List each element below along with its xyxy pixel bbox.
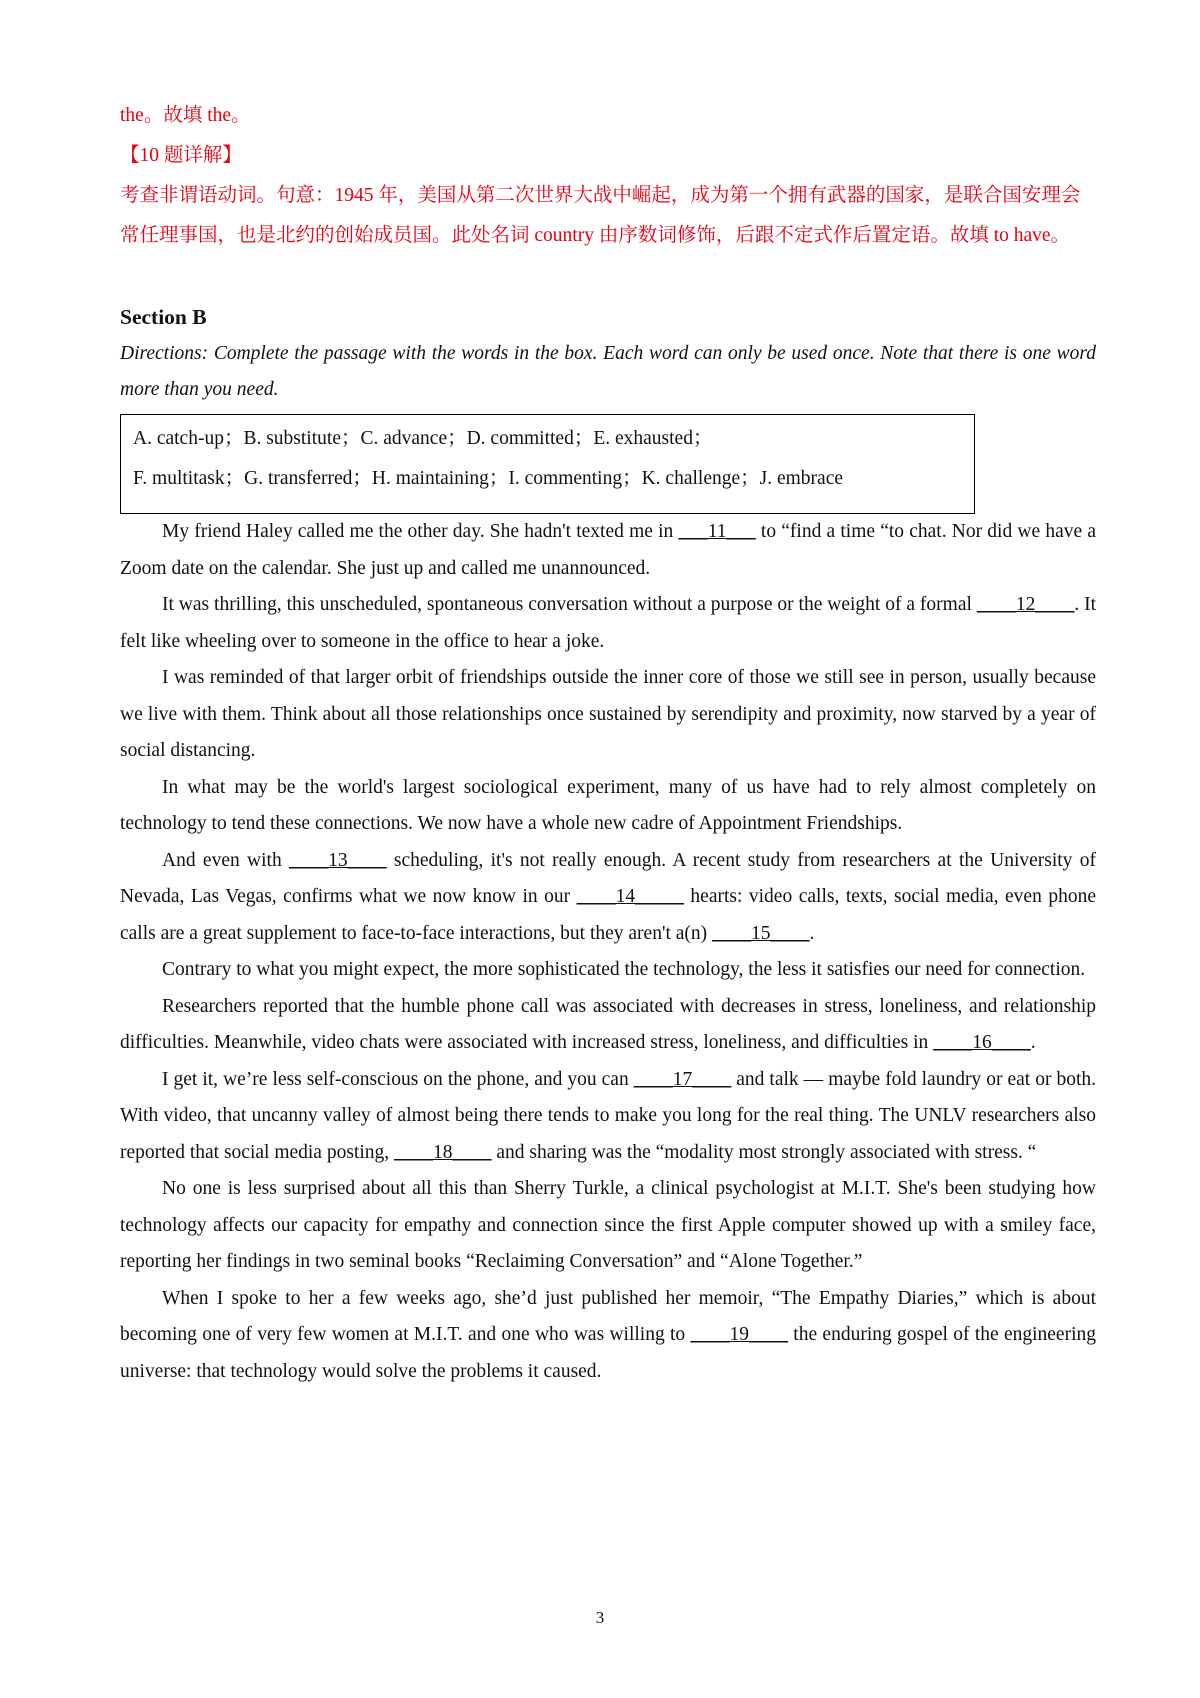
paragraph: [120, 1062, 1096, 1172]
paragraph: [120, 1281, 1096, 1391]
blank-11: ___11___: [678, 521, 756, 542]
directions: Directions: Complete the passage with the words in the box. Each word can only be used once. Note that there is one word more than you need.: [120, 343, 1096, 400]
text: When I spoke to her a few weeks ago, she’d just published her memoir, “The Empathy Diaries,” which is about becoming one of very few women at M.I.T. and one who was willing to: [120, 1287, 1096, 1345]
section-title: Section B: [120, 305, 207, 329]
paragraph: [120, 587, 1096, 660]
question-10-heading: 【10 题详解】: [120, 145, 242, 166]
text: And even with: [162, 849, 290, 871]
paragraph: Contrary to what you might expect, the more sophisticated the technology, the less it satisfies our need for connection.: [162, 959, 1086, 980]
word-box: [120, 414, 975, 514]
passage: [120, 514, 1096, 1390]
text: to “find a time “to chat. Nor did we have a Zoom date on the calendar. She just up and called me unannounced.: [120, 521, 1096, 579]
answer-line-9: the。故填 the。: [120, 105, 251, 126]
text: It was thrilling, this unscheduled, spontaneous conversation without a purpose or the weight of a formal: [162, 594, 977, 615]
page-number: 3: [595, 1608, 605, 1627]
text: the enduring gospel of the engineering universe: that technology would solve the problems it caused.: [120, 1324, 1096, 1382]
text: and talk — maybe fold laundry or eat or both. With video, that uncanny valley of almost being there tends to make you long for the real thing. The UNLV researchers also reported that social media posting,: [120, 1068, 1097, 1163]
text: hearts: video calls, texts, social media, even phone calls are a great supplement to face-to-face interactions, but they aren't a(n): [120, 886, 1096, 944]
text: .: [1030, 1032, 1036, 1053]
blank-12: ____12____: [976, 594, 1075, 615]
paragraph: [120, 843, 1096, 953]
paragraph: I was reminded of that larger orbit of friendships outside the inner core of those we still see in person, usually because we live with them. Think about all those relationships once sustained by serendipity and proximity, now starved by a year of social distancing.: [120, 667, 1096, 761]
text: I get it, we’re less self-conscious on the phone, and you can: [162, 1068, 634, 1090]
text: and sharing was the “modality most strongly associated with stress. “: [491, 1141, 1037, 1163]
blank-15: ____15____: [712, 922, 810, 944]
paragraph: No one is less surprised about all this than Sherry Turkle, a clinical psychologist at M.I.T. She's been studying how technology affects our capacity for empathy and connection since the first Apple computer showed up with a smiley face, reporting her findings in two seminal books “Reclaiming Conversation” and “Alone Together.”: [120, 1178, 1096, 1272]
paragraph: [120, 514, 1096, 587]
text: My friend Haley called me the other day. She hadn't texted me in: [162, 521, 679, 542]
text: scheduling, it's not really enough. A recent study from researchers at the University of Nevada, Las Vegas, confirms what we now know in our: [120, 849, 1097, 907]
paragraph: In what may be the world's largest sociological experiment, many of us have had to rely almost completely on technology to tend these connections. We now have a whole new cadre of Appointment Friendships.: [120, 776, 1096, 834]
blank-19: ____19____: [690, 1324, 788, 1345]
blank-17: ____17____: [633, 1068, 732, 1090]
answer-notes: [120, 96, 1096, 256]
paragraph: [120, 989, 1096, 1062]
text: . It felt like wheeling over to someone in the office to hear a joke.: [120, 594, 1096, 652]
blank-18: ____18____: [394, 1141, 492, 1163]
text: Researchers reported that the humble phone call was associated with decreases in stress, loneliness, and relationship difficulties. Meanwhile, video chats were associated with increased stress, loneliness, and difficulties in: [120, 995, 1096, 1053]
word-box-line-2: F. multitask；G. transferred；H. maintaining；I. commenting；K. challenge；J. embrace: [133, 468, 844, 489]
question-10-explanation: 考查非谓语动词。句意：1945 年，美国从第二次世界大战中崛起，成为第一个拥有武器的国家，是联合国安理会常任理事国，也是北约的创始成员国。此处名词 country 由序数词修饰，后跟不定式作后置定语。故填 to have。: [120, 185, 1081, 246]
blank-13: ____13____: [289, 849, 387, 871]
document-page: [120, 96, 1096, 1390]
blank-14: ____14_____: [576, 886, 684, 907]
text: .: [809, 922, 815, 944]
word-box-line-1: A. catch-up；B. substitute；C. advance；D. committed；E. exhausted；: [133, 428, 713, 449]
blank-16: ____16____: [933, 1032, 1031, 1053]
